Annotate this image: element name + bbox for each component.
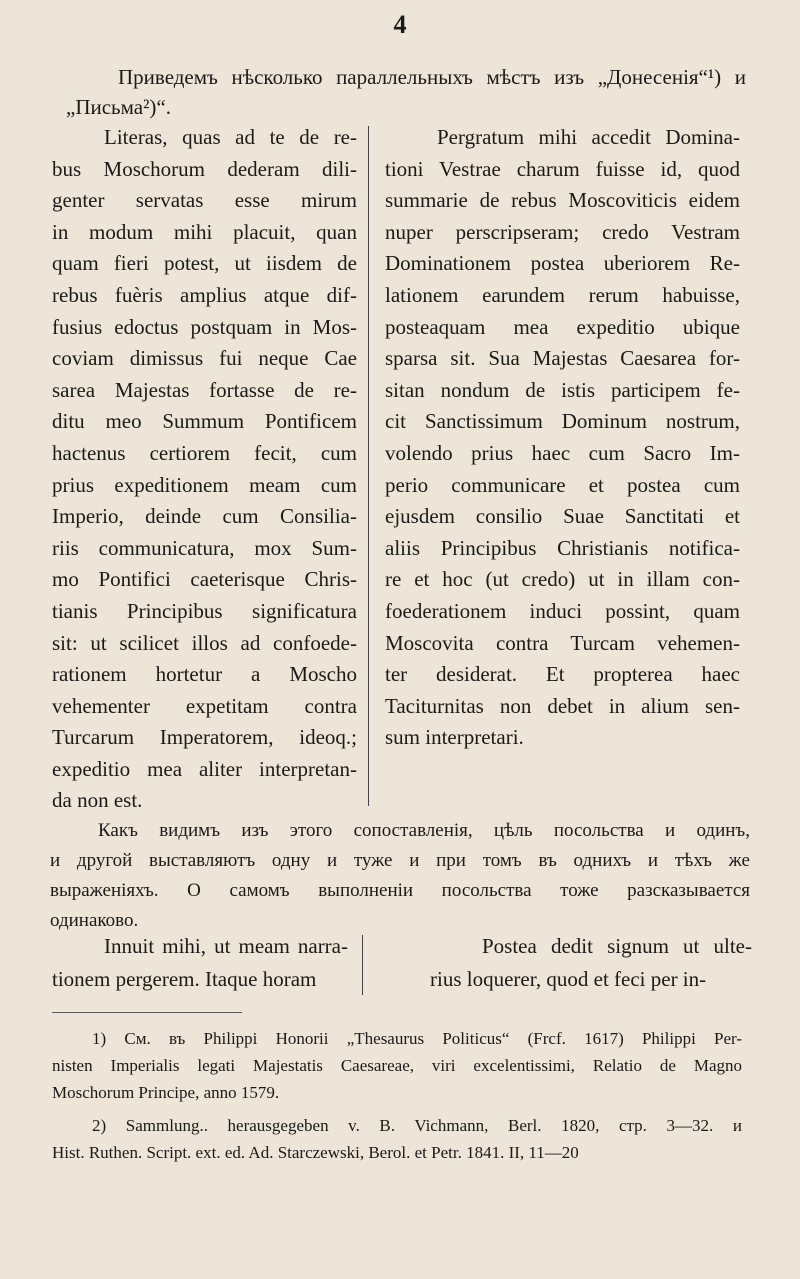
text-line: Moscovita contra Turcam vehemen- [385,630,740,655]
text-line: foederationem induci possint, quam [385,598,740,623]
footnote-line: Hist. Ruthen. Script. ext. ed. Ad. Starczewski, Berol. et Petr. 1841. II, 11—20 [52,1143,579,1162]
footnote [52,1025,742,1106]
text-line: Literas, quas ad te de re- [104,125,357,149]
text-line: mo Pontifici caeterisque Chris- [52,567,357,592]
text-line: Pergratum mihi accedit Domina- [437,125,740,149]
intro-paragraph [66,62,746,122]
latin-column-right [385,122,740,754]
text-line: ejusdem consilio Suae Sanctitati et [385,504,740,529]
text-line: genter servatas esse mirum [52,188,357,213]
text-line: nuper perscripseram; credo Vestram [385,219,740,244]
text-line: tionem pergerem. Itaque horam [52,967,317,991]
text-line: rebus fuèris amplius atque dif- [52,282,357,307]
text-line: Innuit mihi, ut meam narra- [104,934,348,958]
text-line: in modum mihi placuit, quan [52,219,357,244]
column-divider-2 [362,935,363,995]
text-line: prius expeditionem meam cum [52,472,357,497]
text-line: rationem hortetur a Moscho [52,662,357,687]
text-line: Dominationem postea uberiorem Re- [385,251,740,276]
text-line: Postea dedit signum ut ulte- [482,934,752,958]
text-line: riis communicatura, mox Sum- [52,535,357,560]
text-line: sum interpretari. [385,725,524,750]
column-divider [368,126,369,806]
footnote-rule [52,1012,242,1013]
comparison-paragraph [50,816,750,936]
text-line: coviam dimissus fui neque Cae [52,346,357,371]
text-line: vehementer expetitam contra [52,693,357,718]
footnote-line: 2) Sammlung.. herausgegeben v. B. Vichmann, Berl. 1820, стр. 3—32. и [92,1116,742,1135]
text-line: ditu meo Summum Pontificem [52,409,357,434]
text-line: aliis Principibus Christianis notifica- [385,535,740,560]
text-line: выраженіяхъ. О самомъ выполненіи посольства тоже разсказывается [50,880,750,901]
text-line: bus Moschorum dederam dili- [52,156,357,181]
text-line: lationem earundem rerum habuisse, [385,282,740,307]
text-line: Taciturnitas non debet in alium sen- [385,693,740,718]
text-line: perio communicare et postea cum [385,472,740,497]
footnotes [52,1025,742,1172]
text-line: ter desiderat. Et propterea haec [385,662,740,687]
text-line: cit Sanctissimum Dominum nostrum, [385,409,740,434]
footnote-line: nisten Imperialis legati Majestatis Caesareae, viri excelentissimi, Relatio de Magno [52,1056,742,1075]
text-line: posteaquam mea expeditio ubique [385,314,740,339]
text-line: hactenus certiorem fecit, cum [52,440,357,465]
text-line: re et hoc (ut credo) ut in illam con- [385,567,740,592]
text-line: quam fieri potest, ut iisdem de [52,251,357,276]
text-line: Turcarum Imperatorem, ideoq.; [52,725,357,750]
footnote-line: 1) См. въ Philippi Honorii „Thesaurus Politicus“ (Frcf. 1617) Philippi Per- [92,1029,742,1048]
intro-text: Приведемъ нѣсколько параллельныхъ мѣстъ изъ „Донесенія“¹) и „Письма²)“. [66,65,746,119]
text-line: summarie de rebus Moscoviticis eidem [385,188,740,213]
footnote-line: Moschorum Principe, anno 1579. [52,1083,280,1102]
latin-column-right-2 [430,930,752,996]
text-line: одинаково. [50,910,139,931]
text-line: fusius edoctus postquam in Mos- [52,314,357,339]
text-line: rius loquerer, quod et feci per in- [430,967,707,991]
text-line: sparsa sit. Sua Majestas Caesarea for- [385,346,740,371]
text-line: tioni Vestrae charum fuisse id, quod [385,156,740,181]
text-line: sarea Majestas fortasse de re- [52,377,357,402]
text-line: Какъ видимъ изъ этого сопоставленія, цѣль посольства и одинъ, [98,820,750,841]
text-line: volendo prius haec cum Sacro Im- [385,440,740,465]
text-line: sitan nondum de istis participem fe- [385,377,740,402]
text-line: sit: ut scilicet illos ad confoede- [52,630,357,655]
text-line: da non est. [52,788,143,813]
page-number: 4 [393,10,407,39]
latin-column-left [52,122,357,817]
footnote [52,1112,742,1166]
text-line: expeditio mea aliter interpretan- [52,756,357,781]
latin-column-left-2 [52,930,348,996]
text-line: Imperio, deinde cum Consilia- [52,504,357,529]
text-line: tianis Principibus significatura [52,598,357,623]
text-line: и другой выставляютъ одну и туже и при томъ въ однихъ и тѣхъ же [50,850,750,871]
